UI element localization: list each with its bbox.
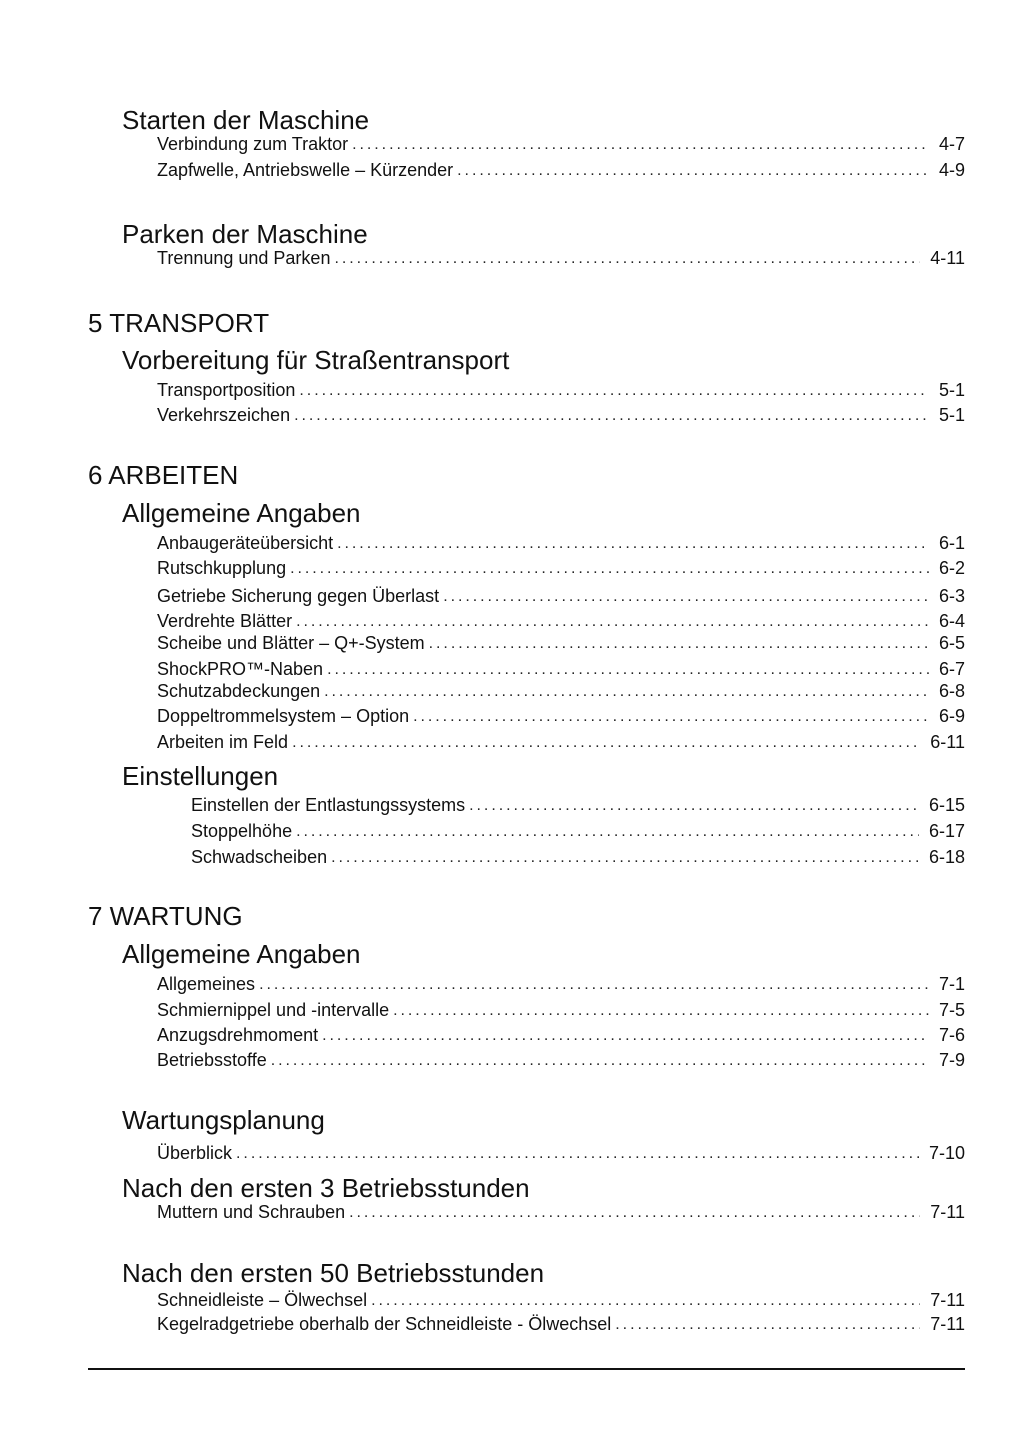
dot-leader xyxy=(290,558,929,580)
dot-leader xyxy=(271,1050,929,1072)
toc-entry[interactable] xyxy=(157,657,965,681)
toc-entry[interactable] xyxy=(157,584,965,608)
chapter-heading: 5 TRANSPORT xyxy=(88,308,270,338)
toc-entry[interactable] xyxy=(191,845,965,869)
toc-entry-page: 6-11 xyxy=(930,732,965,752)
toc-entry[interactable] xyxy=(157,531,965,555)
toc-entry-title: Scheibe und Blätter – Q+-System xyxy=(157,633,425,653)
dot-leader xyxy=(334,248,920,270)
toc-entry-page: 6-3 xyxy=(938,586,965,606)
toc-entry-title: Rutschkupplung xyxy=(157,558,287,578)
toc-entry[interactable] xyxy=(157,704,965,728)
toc-entry-title: Schutzabdeckungen xyxy=(157,681,321,701)
dot-leader xyxy=(352,134,929,156)
section-heading: Nach den ersten 50 Betriebsstunden xyxy=(122,1258,545,1288)
toc-entry-page: 7-11 xyxy=(930,1290,965,1310)
toc-entry-title: Trennung und Parken xyxy=(157,248,331,268)
toc-entry[interactable] xyxy=(157,730,965,754)
toc-entry-page: 4-11 xyxy=(930,248,965,268)
toc-entry-title: Verdrehte Blätter xyxy=(157,611,293,631)
toc-entry-page: 4-9 xyxy=(938,160,965,180)
dot-leader xyxy=(327,659,929,681)
toc-entry[interactable] xyxy=(157,1200,965,1224)
chapter-heading: 7 WARTUNG xyxy=(88,901,243,931)
toc-entry[interactable] xyxy=(157,631,965,655)
dot-leader xyxy=(349,1202,920,1224)
footer-rule xyxy=(88,1368,965,1370)
dot-leader xyxy=(299,380,929,402)
toc-entry[interactable] xyxy=(157,1312,965,1336)
toc-entry-page: 6-7 xyxy=(938,659,965,679)
dot-leader xyxy=(413,706,929,728)
section-heading: Starten der Maschine xyxy=(122,105,370,135)
toc-entry-title: Transportposition xyxy=(157,380,296,400)
toc-entry-page: 6-5 xyxy=(938,633,965,653)
toc-entry-title: Betriebsstoffe xyxy=(157,1050,267,1070)
dot-leader xyxy=(337,533,929,555)
toc-entry[interactable] xyxy=(157,972,965,996)
toc-entry-title: Schwadscheiben xyxy=(191,847,328,867)
toc-entry[interactable] xyxy=(191,819,965,843)
toc-entry-title: Verkehrszeichen xyxy=(157,405,291,425)
toc-entry[interactable] xyxy=(157,1023,965,1047)
toc-entry-title: Zapfwelle, Antriebswelle – Kürzender xyxy=(157,160,454,180)
toc-entry-page: 6-18 xyxy=(928,847,965,867)
dot-leader xyxy=(296,611,929,633)
toc-entry[interactable] xyxy=(157,132,965,156)
dot-leader xyxy=(371,1290,920,1312)
toc-entry-page: 7-11 xyxy=(930,1202,965,1222)
toc-entry[interactable] xyxy=(157,378,965,402)
section-heading: Allgemeine Angaben xyxy=(122,498,361,528)
toc-entry-page: 6-9 xyxy=(938,706,965,726)
dot-leader xyxy=(615,1314,920,1336)
section-heading: Vorbereitung für Straßentransport xyxy=(122,345,510,375)
toc-entry-page: 6-8 xyxy=(938,681,965,701)
toc-entry-page: 4-7 xyxy=(938,134,965,154)
section-heading: Parken der Maschine xyxy=(122,219,368,249)
dot-leader xyxy=(324,681,929,703)
toc-entry-page: 5-1 xyxy=(938,405,965,425)
toc-entry-title: Getriebe Sicherung gegen Überlast xyxy=(157,586,440,606)
toc-entry[interactable] xyxy=(157,998,965,1022)
toc-entry-page: 7-10 xyxy=(928,1143,965,1163)
toc-entry-page: 6-15 xyxy=(928,795,965,815)
dot-leader xyxy=(443,586,929,608)
toc-entry-title: Arbeiten im Feld xyxy=(157,732,289,752)
toc-entry-page: 5-1 xyxy=(938,380,965,400)
toc-entry-title: Stoppelhöhe xyxy=(191,821,293,841)
toc-entry[interactable] xyxy=(157,1288,965,1312)
toc-entry[interactable] xyxy=(157,679,965,703)
dot-leader xyxy=(292,732,920,754)
toc-entry[interactable] xyxy=(191,793,965,817)
dot-leader xyxy=(259,974,929,996)
toc-entry-page: 7-6 xyxy=(938,1025,965,1045)
dot-leader xyxy=(236,1143,919,1165)
toc-entry-page: 6-17 xyxy=(928,821,965,841)
section-heading: Wartungsplanung xyxy=(122,1105,325,1135)
toc-entry-page: 7-11 xyxy=(930,1314,965,1334)
toc-entry-title: Allgemeines xyxy=(157,974,256,994)
toc-entry-title: Schneidleiste – Ölwechsel xyxy=(157,1290,368,1310)
toc-entry[interactable] xyxy=(157,556,965,580)
chapter-heading: 6 ARBEITEN xyxy=(88,460,239,490)
toc-entry-title: Schmiernippel und -intervalle xyxy=(157,1000,390,1020)
dot-leader xyxy=(331,847,919,869)
toc-entry-title: Anbaugeräteübersicht xyxy=(157,533,334,553)
section-heading: Einstellungen xyxy=(122,761,279,791)
dot-leader xyxy=(429,633,929,655)
toc-entry-page: 6-1 xyxy=(938,533,965,553)
toc-entry-title: Einstellen der Entlastungssystems xyxy=(191,795,466,815)
dot-leader xyxy=(393,1000,929,1022)
section-heading: Nach den ersten 3 Betriebsstunden xyxy=(122,1173,530,1203)
toc-entry[interactable] xyxy=(157,158,965,182)
dot-leader xyxy=(457,160,929,182)
toc-entry[interactable] xyxy=(157,609,965,633)
toc-entry-title: Kegelradgetriebe oberhalb der Schneidleiste - Ölwechsel xyxy=(157,1314,612,1334)
toc-entry-title: Doppeltrommelsystem – Option xyxy=(157,706,410,726)
toc-entry[interactable] xyxy=(157,1048,965,1072)
dot-leader xyxy=(296,821,919,843)
toc-entry-page: 6-2 xyxy=(938,558,965,578)
toc-entry[interactable] xyxy=(157,246,965,270)
dot-leader xyxy=(322,1025,929,1047)
toc-entry-title: ShockPRO™-Naben xyxy=(157,659,324,679)
toc-entry-page: 7-1 xyxy=(938,974,965,994)
toc-entry-title: Überblick xyxy=(157,1143,233,1163)
dot-leader xyxy=(294,405,929,427)
toc-entry-title: Muttern und Schrauben xyxy=(157,1202,346,1222)
section-heading: Allgemeine Angaben xyxy=(122,939,361,969)
dot-leader xyxy=(469,795,919,817)
toc-entry-page: 7-5 xyxy=(938,1000,965,1020)
toc-entry-page: 7-9 xyxy=(938,1050,965,1070)
toc-entry[interactable] xyxy=(157,403,965,427)
toc-entry-page: 6-4 xyxy=(938,611,965,631)
toc-entry[interactable] xyxy=(157,1141,965,1165)
toc-entry-title: Verbindung zum Traktor xyxy=(157,134,349,154)
toc-entry-title: Anzugsdrehmoment xyxy=(157,1025,319,1045)
